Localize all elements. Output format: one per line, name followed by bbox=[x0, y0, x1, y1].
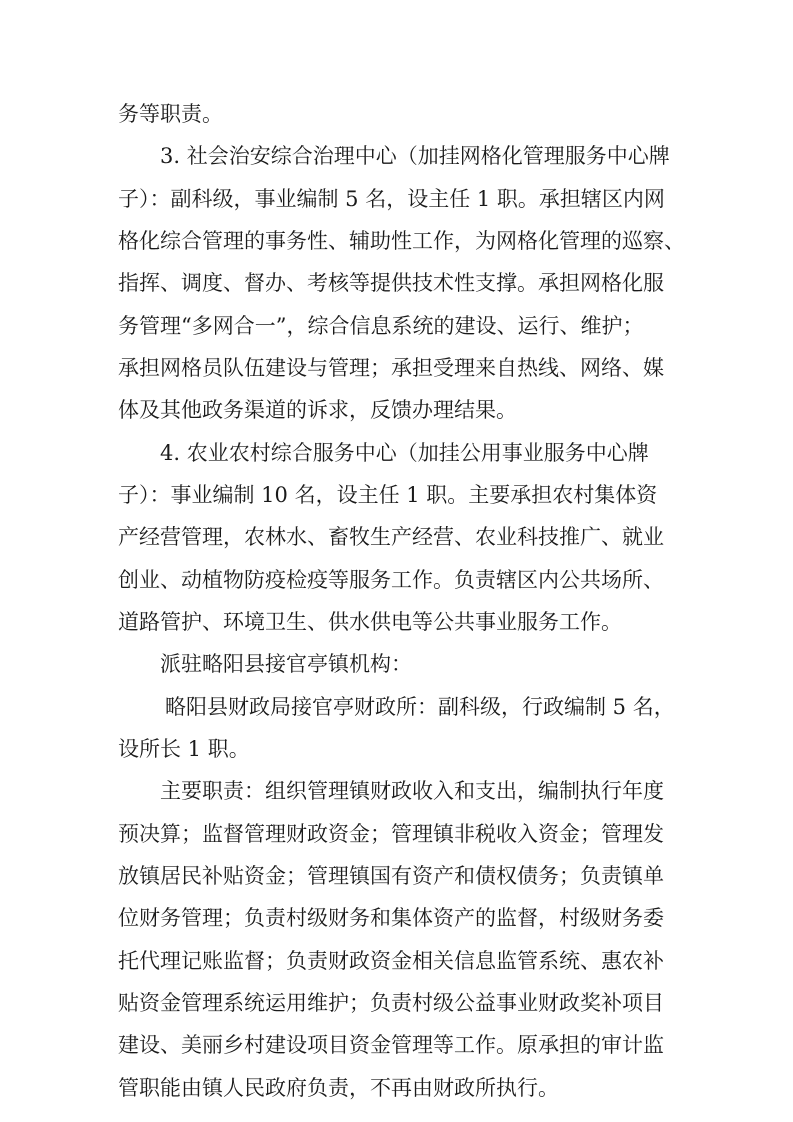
text-line: 主要职责：组织管理镇财政收入和支出，编制执行年度 bbox=[160, 779, 664, 803]
text-line: 格化综合管理的事务性、辅助性工作，为网格化管理的巡察、 bbox=[118, 229, 685, 253]
text-line: 设所长 1 职。 bbox=[118, 737, 250, 761]
text-line: 放镇居民补贴资金；管理镇国有资产和债权债务；负责镇单 bbox=[118, 864, 664, 888]
text-line: 务等职责。 bbox=[118, 102, 223, 126]
text-line: 略阳县财政局接官亭财政所：副科级，行政编制 5 名， bbox=[165, 695, 675, 719]
text-line: 子）：事业编制 10 名，设主任 1 职。主要承担农村集体资 bbox=[118, 483, 658, 507]
text-line: 管职能由镇人民政府负责，不再由财政所执行。 bbox=[118, 1076, 559, 1100]
text-line: 承担网格员队伍建设与管理；承担受理来自热线、网络、媒 bbox=[118, 356, 664, 380]
text-line: 位财务管理；负责村级财务和集体资产的监督，村级财务委 bbox=[118, 906, 664, 930]
text-line: 创业、动植物防疫检疫等服务工作。负责辖区内公共场所、 bbox=[118, 568, 664, 592]
text-line: 道路管护、环境卫生、供水供电等公共事业服务工作。 bbox=[118, 610, 622, 634]
text-line: 子）：副科级，事业编制 5 名，设主任 1 职。承担辖区内网 bbox=[118, 187, 665, 211]
text-line: 建设、美丽乡村建设项目资金管理等工作。原承担的审计监 bbox=[118, 1033, 664, 1057]
text-line: 预决算；监督管理财政资金；管理镇非税收入资金；管理发 bbox=[118, 822, 664, 846]
text-line: 贴资金管理系统运用维护；负责村级公益事业财政奖补项目 bbox=[118, 991, 664, 1015]
text-line: 务管理“多网合一”，综合信息系统的建设、运行、维护； bbox=[118, 314, 644, 338]
text-line: 指挥、调度、督办、考核等提供技术性支撑。承担网格化服 bbox=[118, 271, 664, 295]
text-line: 体及其他政务渠道的诉求，反馈办理结果。 bbox=[118, 398, 517, 422]
text-line: 产经营管理，农林水、畜牧生产经营、农业科技推广、就业 bbox=[118, 525, 664, 549]
text-line: 托代理记账监督；负责财政资金相关信息监管系统、惠农补 bbox=[118, 949, 664, 973]
section-heading: 3. 社会治安综合治理中心（加挂网格化管理服务中心牌 bbox=[160, 144, 670, 168]
section-heading: 派驻略阳县接官亭镇机构： bbox=[160, 652, 412, 676]
section-heading: 4. 农业农村综合服务中心（加挂公用事业服务中心牌 bbox=[160, 441, 649, 465]
